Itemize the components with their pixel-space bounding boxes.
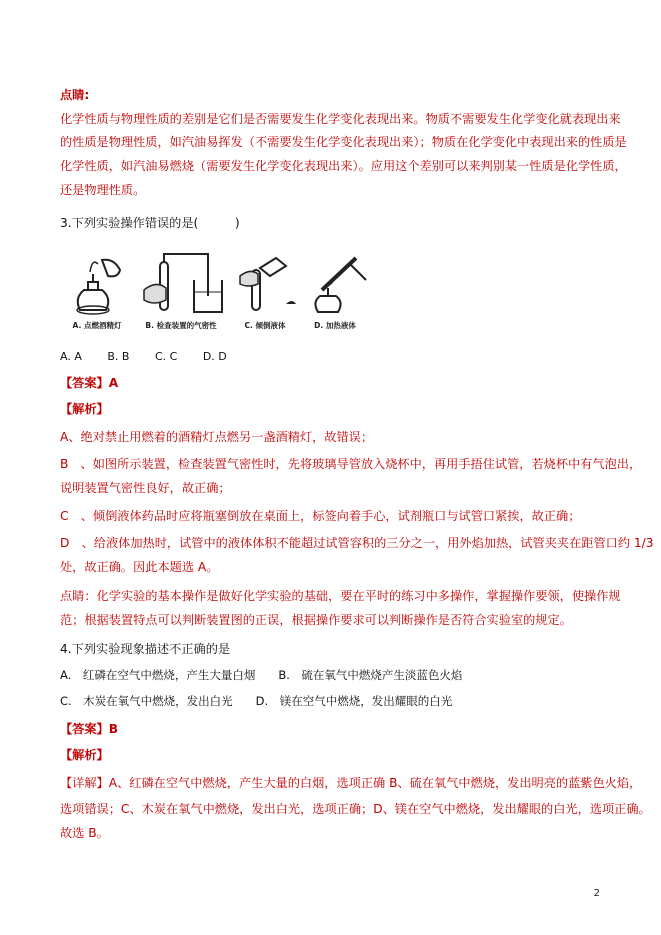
analysis-line: C 、倾倒液体药品时应将瓶塞倒放在桌面上，标签向着手心，试剂瓶口与试管口紧挨，故正确； [60, 509, 581, 523]
option-c: C. C [154, 350, 178, 363]
figure-c [230, 250, 300, 338]
tip-line: 还是物理性质。 [60, 183, 146, 197]
figure-caption: C. 倾倒液体 [244, 321, 286, 330]
option-d: D. D [202, 350, 227, 363]
test-tube-beaker-icon [136, 250, 226, 318]
question-4-options: C. 木炭在氧气中燃烧，发出白光 D. 镁在空气中燃烧，发出耀眼的白光 [60, 694, 453, 708]
analysis-line: 选项错误；C、木炭在氧气中燃烧，发出白光，选项正确；D、镁在空气中燃烧，发出耀眼的白光，选项正确。 [60, 802, 651, 816]
figure-d [300, 250, 370, 338]
figure-caption: A. 点燃酒精灯 [72, 321, 122, 330]
analysis-line: 故选 B。 [60, 826, 109, 840]
tip-line: 化学性质，如汽油易燃烧（需要发生化学变化表现出来）。应用这个差别可以来判别某一性质是化学性质， [60, 159, 627, 173]
option-a: A. A [60, 350, 82, 363]
page-number: 2 [593, 888, 600, 899]
analysis-line: D 、给液体加热时，试管中的液体体积不能超过试管容积的三分之一，用外焰加热，试管夹夹在距管口约 1/3 [60, 536, 654, 550]
figure-a [62, 250, 132, 338]
pouring-icon [230, 250, 300, 318]
heating-tube-icon [300, 250, 380, 318]
option-b: B. B [107, 350, 130, 363]
analysis-line: B 、如图所示装置，检查装置气密性时，先将玻璃导管放入烧杯中，再用手捂住试管，若烧杯中有气泡出， [60, 457, 642, 471]
tip-line: 化学性质与物理性质的差别是它们是否需要发生化学变化表现出来。物质不需要发生化学变化就表现出来 [60, 112, 621, 126]
analysis-label: 【解析】 [60, 402, 109, 416]
tip-line: 的性质是物理性质，如汽油易挥发（不需要发生化学变化表现出来）；物质在化学变化中表现出来的性质是 [60, 135, 627, 149]
answer-label: 【答案】A [60, 376, 119, 390]
answer-label: 【答案】B [60, 722, 119, 736]
tip-line: 范；根据装置特点可以判断装置图的正误，根据操作要求可以判断操作是否符合实验室的规定。 [60, 613, 572, 627]
analysis-line: 【详解】A、红磷在空气中燃烧，产生大量的白烟，选项正确 B、硫在氧气中燃烧，发出明亮的蓝紫色火焰， [60, 776, 642, 790]
experiment-figure [62, 250, 356, 338]
analysis-label: 【解析】 [60, 748, 109, 762]
figure-caption: D. 加热液体 [314, 321, 356, 330]
tip-label: 点睛: [60, 88, 90, 102]
question-3-stem: 3.下列实验操作错误的是( ) [60, 216, 240, 230]
alcohol-lamp-icon [62, 250, 132, 318]
question-3-options [60, 350, 249, 363]
tip-line: 点睛：化学实验的基本操作是做好化学实验的基础，要在平时的练习中多操作，掌握操作要领，使操作规 [60, 589, 621, 603]
analysis-line: 说明装置气密性良好，故正确； [60, 481, 231, 495]
question-4-stem: 4.下列实验现象描述不正确的是 [60, 642, 231, 656]
question-4-options: A. 红磷在空气中燃烧，产生大量白烟 B. 硫在氧气中燃烧产生淡蓝色火焰 [60, 668, 463, 682]
figure-caption: B. 检查装置的气密性 [145, 321, 217, 330]
analysis-line: A、绝对禁止用燃着的酒精灯点燃另一盏酒精灯，故错误； [60, 430, 374, 444]
figure-b [136, 250, 217, 338]
analysis-line: 处，故正确。因此本题选 A。 [60, 560, 219, 574]
